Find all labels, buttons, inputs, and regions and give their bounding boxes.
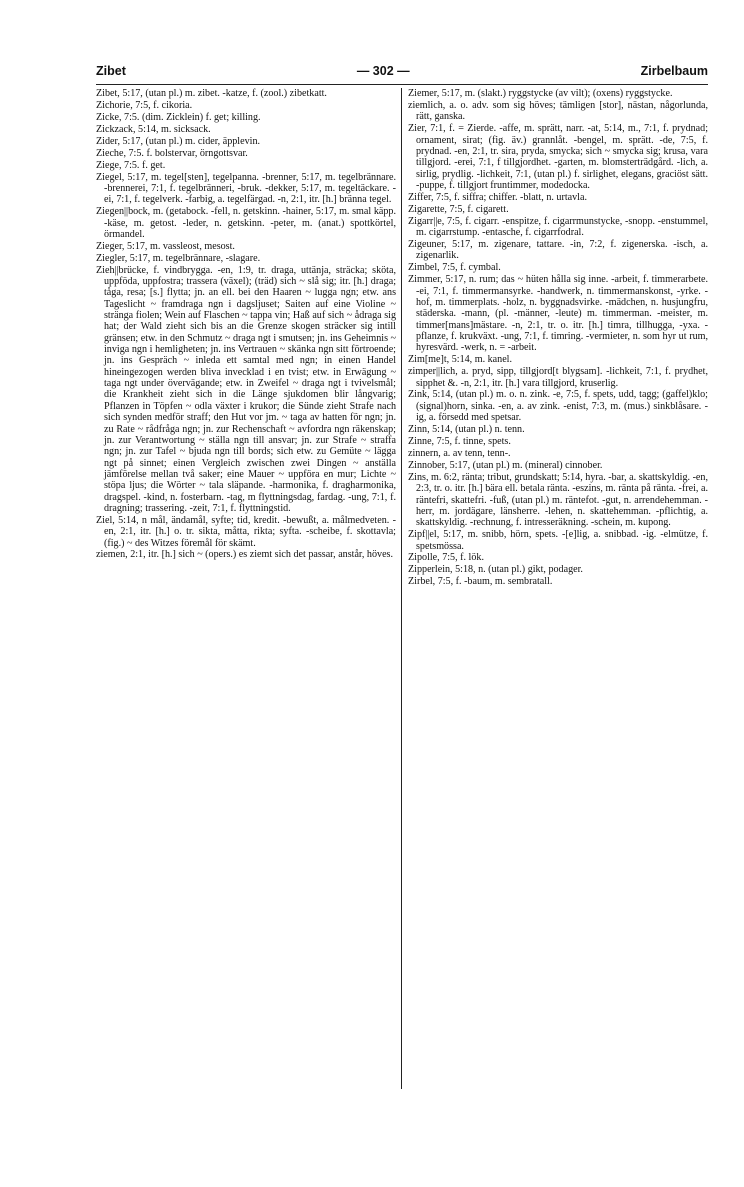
right-column <box>402 88 708 1089</box>
dictionary-entry: Zigarr||e, 7:5, f. cigarr. -enspitze, f. cigarrmunstycke, -snopp. -enstummel, m. cigarrstump. -entasche, f. cigarrfodral. <box>408 215 708 239</box>
dictionary-entry: Zieh||brücke, f. vindbrygga. -en, 1:9, tr. draga, uttänja, sträcka; sköta, uppföda, uppfostra; trassera (växel); (träd) sich ~ slå sig; itr. [h.] draga; tåga, resa; [s.] flytta; jn. an ell. bei den Haaren ~ lugga ngn; etw. ans Tageslicht ~ framdraga ngn i dagsljuset; Saiten auf eine Violine ~ stränga fiolen; Wein auf Flaschen ~ tappa vin; Haß auf sich ~ ådraga sig hat; der Wald zieht sich bis an die Grenze skogen sträcker sig intill gränsen; etw. in den Schmutz ~ draga ngt i smutsen; jn. ins Geheimnis ~ inviga ngn i hemligheten; jn. ins Vertrauen ~ skänka ngn sitt förtroende; jn. ins Gespräch ~ inleda ett samtal med ngn; in einen Handel hineingezogen werden bliva invecklad i en tvist; etw. in Erwägung ~ taga ngt under övervägande; etw. in Zweifel ~ draga ngt i tvivelsmål; die Krankheit zieht sich in die Länge sjukdomen blir långvarig; Pflanzen in Töpfen ~ odla växter i krukor; die Sünde zieht Strafe nach sich synden medför straff; den Hut vor jm. ~ taga av hatten för ngn; jn. zu Rate ~ rådfråga ngn; jn. zur Rechenschaft ~ avfordra ngn räkenskap; jn. zur Verantwortung ~ ställa ngn till ansvar; jn. zur Strafe ~ straffa ngn; jn. zur Tafel ~ bjuda ngn till bords; sich etw. zu Gemüte ~ lägga ngt på sinnet; einen Vergleich zwischen zwei Dingen ~ anställa jämförelse mellan två saker; eine Mauer ~ uppföra en mur; Lichte ~ stöpa ljus; die Wörter ~ tala släpande. -harmonika, f. dragharmonika, dragspel. -kind, n. fosterbarn. -tag, m flyttningsdag, fardag. -ung, 7:1, f. dragning; trassering. -zeit, 7:1, f. flyttningstid. <box>96 264 397 514</box>
dictionary-entry: Zibet, 5:17, (utan pl.) m. zibet. -katze, f. (zool.) zibetkatt. <box>96 88 327 99</box>
page-header <box>96 64 708 84</box>
dictionary-entry: Zieche, 7:5. f. bolstervar, örngottsvar. <box>96 147 248 159</box>
dictionary-entry: Zigarette, 7:5, f. cigarett. <box>408 203 509 215</box>
dictionary-entry: Zinn, 5:14, (utan pl.) n. tenn. <box>408 424 525 436</box>
dictionary-entry: Zickzack, 5:14, m. sicksack. <box>96 123 211 135</box>
dictionary-entry: zinnern, a. av tenn, tenn-. <box>408 447 511 459</box>
header-left-guide-word: Zibet <box>96 64 126 78</box>
dictionary-entry: Zim[me]t, 5:14, m. kanel. <box>408 354 512 366</box>
dictionary-entry: Zichorie, 7:5, f. cikoria. <box>96 99 193 111</box>
dictionary-entry: Zicke, 7:5. (dim. Zicklein) f. get; killing. <box>96 111 261 123</box>
dictionary-entry: Zirbel, 7:5, f. -baum, m. sembratall. <box>408 576 553 588</box>
dictionary-entry: Ziemer, 5:17, m. (slakt.) ryggstycke (av vilt); (oxens) ryggstycke. <box>408 88 673 99</box>
dictionary-entry: Zinnober, 5:17, (utan pl.) m. (mineral) cinnober. <box>408 459 603 471</box>
dictionary-entry: Zipf||el, 5:17, m. snibb, hörn, spets. -[e]lig, a. snibbad. -ig. -elmütze, f. spetsmössa. <box>408 529 708 552</box>
dictionary-entry: Ziege, 7:5. f. get. <box>96 159 166 171</box>
left-column <box>96 88 402 1089</box>
header-rule <box>96 84 708 85</box>
dictionary-entry: Zider, 5:17, (utan pl.) m. cider, äpplevin. <box>96 135 261 147</box>
dictionary-entry: Ziegen||bock, m. (getabock. -fell, n. getskinn. -hainer, 5:17, m. smal käpp. -käse, m. getost. -leder, n. getskinn. -peter, m. (anat.) spottkörtel, örmandel. <box>96 206 396 240</box>
dictionary-entry: Zins, m. 6:2, ränta; tribut, grundskatt; 5:14, hyra. -bar, a. skattskyldig. -en, 2:3, tr. o. itr. [h.] bära ell. betala ränta. -eszins, m. ränta på ränta. -frei, a. räntefri, skattefri. -fuß, (utan pl.) m. räntefot. -gut, n. arrendehemman. -herr, m. jordägare, länsherre. -lehen, n. skattehemman. -pflichtig, a. skattskyldig. -rechnung, f. intresseräkning. -schein, m. kupong. <box>408 471 708 529</box>
dictionary-entry: Zimbel, 7:5, f. cymbal. <box>408 262 501 274</box>
dictionary-entry: zimper||lich, a. pryd, sipp, tillgjord[t blygsam]. -lichkeit, 7:1, f. prydhet, sipphet &. -n, 2:1, itr. [h.] vara tillgjord, kruserlig. <box>408 366 708 389</box>
dictionary-entry: Zier, 7:1, f. = Zierde. -affe, m. sprätt, narr. -at, 5:14, m., 7:1, f. prydnad; ornament, sirat; (fig. äv.) grannlåt. -bengel, m. sprätt. -de, 7:5, f. prydnad. -en, 2:1, tr. sira, pryda, smycka; sich ~ smycka sig; krusa, vara tillgjord. -erei, 7:1, f tillgjordhet. -garten, m. blomsterträdgård. -lich, a. sirlig, prydlig. -lichkeit, 7:1, (utan pl.) f. sirlighet, elegans, graciöst sätt. -puppe, f. tillgjort fruntimmer, modedocka. <box>408 123 708 191</box>
dictionary-columns <box>96 88 708 1089</box>
dictionary-entry: Zieger, 5:17, m. vassleost, mesost. <box>96 240 235 252</box>
dictionary-entry: Zigeuner, 5:17, m. zigenare, tattare. -in, 7:2, f. zigenerska. -isch, a. zigenarlik. <box>408 239 708 262</box>
dictionary-entry: ziemen, 2:1, itr. [h.] sich ~ (opers.) es ziemt sich det passar, anstår, höves. <box>96 549 394 561</box>
dictionary-entry: Zipolle, 7:5, f. lök. <box>408 552 484 564</box>
dictionary-entry: Ziffer, 7:5, f. siffra; chiffer. -blatt, n. urtavla. <box>408 191 587 203</box>
dictionary-entry: Zipperlein, 5:18, n. (utan pl.) gikt, podager. <box>408 564 583 576</box>
dictionary-entry: Zimmer, 5:17, n. rum; das ~ hüten hålla sig inne. -arbeit, f. timmerarbete. -ei, 7:1, f. timmermansyrke. -handwerk, n. timmermanskonst, -yrke. -hof, m. timmerplats. -holz, n. byggnadsvirke. -mädchen, n. husjungfru, städerska. -mann, (pl. -männer, -leute) m. timmerman. -meister, m. timmer[mans]mästare. -n, 2:1, tr. o. itr. [h.] timra, tillhugga, -yxa. -pflanze, f. krukväxt. -ung, 7:1, f. timring. -vermieter, n. som hyr ut rum, hyresvärd. -werk, n. = -arbeit. <box>408 274 708 354</box>
header-right-guide-word: Zirbelbaum <box>640 64 708 78</box>
dictionary-entry: Ziegel, 5:17, m. tegel[sten], tegelpanna. -brenner, 5:17, m. tegelbrännare. -brennerei, 7:1, f. tegelbränneri, -bruk. -dekker, 5:17, m. tegeltäckare. -ei, 7:1, f. tegelverk. -farbig, a. tegelfärgad. -n, 2:1, itr. [h.] bränna tegel. <box>96 171 396 206</box>
dictionary-entry: Ziegler, 5:17, m. tegelbrännare, -slagare. <box>96 252 261 264</box>
dictionary-entry: Zink, 5:14, (utan pl.) m. o. n. zink. -e, 7:5, f. spets, udd, tagg; (gaffel)klo; (signal)horn, sinka. -en, a. av zink. -enist, 7:3, m. (mus.) sinkblåsare. -ig, a. försedd med spetsar. <box>408 389 708 424</box>
dictionary-entry: Zinne, 7:5, f. tinne, spets. <box>408 436 511 448</box>
dictionary-entry: Ziel, 5:14, n mål, ändamål, syfte; tid, kredit. -bewußt, a. målmedveten. -en, 2:1, itr. [h.] o. tr. sikta, måtta, rikta; syfta. -scheibe, f. skottavla; (fig.) ~ des Witzes föremål för skämt. <box>96 514 396 549</box>
page-number: — 302 — <box>356 64 410 78</box>
dictionary-entry: ziemlich, a. o. adv. som sig höves; tämligen [stor], nästan, någorlunda, rätt, ganska. <box>408 99 708 123</box>
